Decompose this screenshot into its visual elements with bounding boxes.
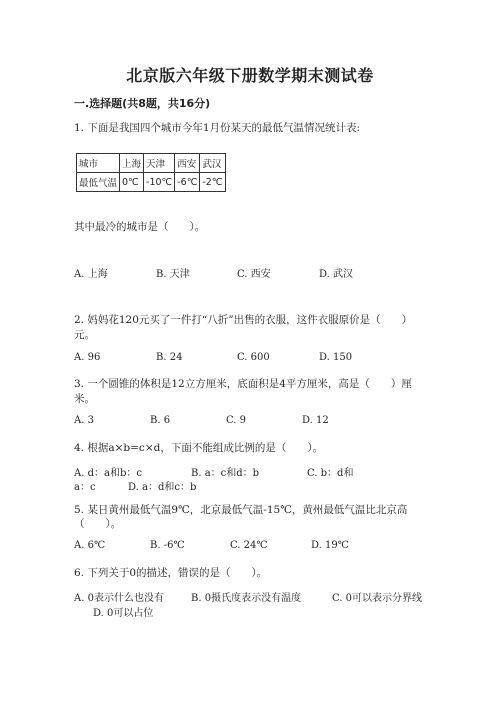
option-b: B. 6 xyxy=(150,415,171,426)
option-a: A. 上海 xyxy=(74,269,108,280)
table-cell: 0℃ xyxy=(120,173,144,192)
option-b: B. 24 xyxy=(156,352,183,363)
question-1-prompt: 其中最冷的城市是（ ）。 xyxy=(74,221,206,233)
option-a: A. 3 xyxy=(74,415,94,426)
question-2-stem: 2. 妈妈花120元买了一件打“八折”出售的衣服，这件衣服原价是（ ） xyxy=(74,314,413,326)
question-2-stem-cont: 元。 xyxy=(74,329,95,341)
option-a: A. 6℃ xyxy=(74,540,106,551)
option-c-cont: a：c xyxy=(74,482,96,493)
table-cell: -10℃ xyxy=(144,173,175,192)
question-1-stem: 1. 下面是我国四个城市今年1月份某天的最低气温情况统计表: xyxy=(74,122,361,134)
question-6-stem: 6. 下列关于0的描述，错误的是（ ）。 xyxy=(74,567,268,579)
page-title: 北京版六年级下册数学期末测试卷 xyxy=(126,66,374,85)
option-c: C. 0可以表示分界线 xyxy=(332,593,423,604)
question-5-stem-cont: （ ）。 xyxy=(74,518,122,530)
table-cell: 西安 xyxy=(175,154,200,173)
option-d: D. a：d和c：b xyxy=(128,482,197,493)
option-a: A. 96 xyxy=(74,352,101,363)
table-cell: -6℃ xyxy=(175,173,200,192)
option-c: C. 9 xyxy=(226,415,247,426)
option-d: D. 150 xyxy=(319,352,353,363)
option-b: B. a：c和d：b xyxy=(191,468,260,479)
option-a: A. 0表示什么也没有 xyxy=(74,593,164,604)
table-row xyxy=(77,154,226,173)
option-c: C. 西安 xyxy=(237,269,271,280)
table-row xyxy=(77,173,226,192)
option-b: B. 0摄氏度表示没有温度 xyxy=(191,593,302,604)
question-4-stem: 4. 根据a×b=c×d，下面不能组成比例的是（ ）。 xyxy=(74,442,324,454)
option-d: D. 19℃ xyxy=(311,540,349,551)
section-heading: 一.选择题(共8题，共16分) xyxy=(74,97,211,110)
temperature-table xyxy=(76,153,226,192)
table-cell: 最低气温 xyxy=(77,173,120,192)
option-c: C. b：d和 xyxy=(307,468,354,479)
option-b: B. 天津 xyxy=(156,269,190,280)
table-cell: 武汉 xyxy=(200,154,225,173)
option-c: C. 24℃ xyxy=(230,540,268,551)
table-cell: -2℃ xyxy=(200,173,225,192)
table-cell: 城市 xyxy=(77,154,120,173)
table-cell: 天津 xyxy=(144,154,175,173)
question-5-stem: 5. 某日黄州最低气温9℃，北京最低气温-15℃，黄州最低气温比北京高 xyxy=(74,504,408,516)
option-a: A. d：a和b：c xyxy=(74,468,142,479)
table-cell: 上海 xyxy=(120,154,144,173)
option-b: B. -6℃ xyxy=(150,540,185,551)
question-3-stem: 3. 一个圆锥的体积是12立方厘米，底面积是4平方厘米，高是（ ）厘 xyxy=(74,378,412,390)
question-3-stem-cont: 米。 xyxy=(74,393,95,405)
option-d: D. 武汉 xyxy=(319,269,354,280)
option-d: D. 0可以占位 xyxy=(93,608,154,619)
option-d: D. 12 xyxy=(302,415,329,426)
option-c: C. 600 xyxy=(237,352,270,363)
